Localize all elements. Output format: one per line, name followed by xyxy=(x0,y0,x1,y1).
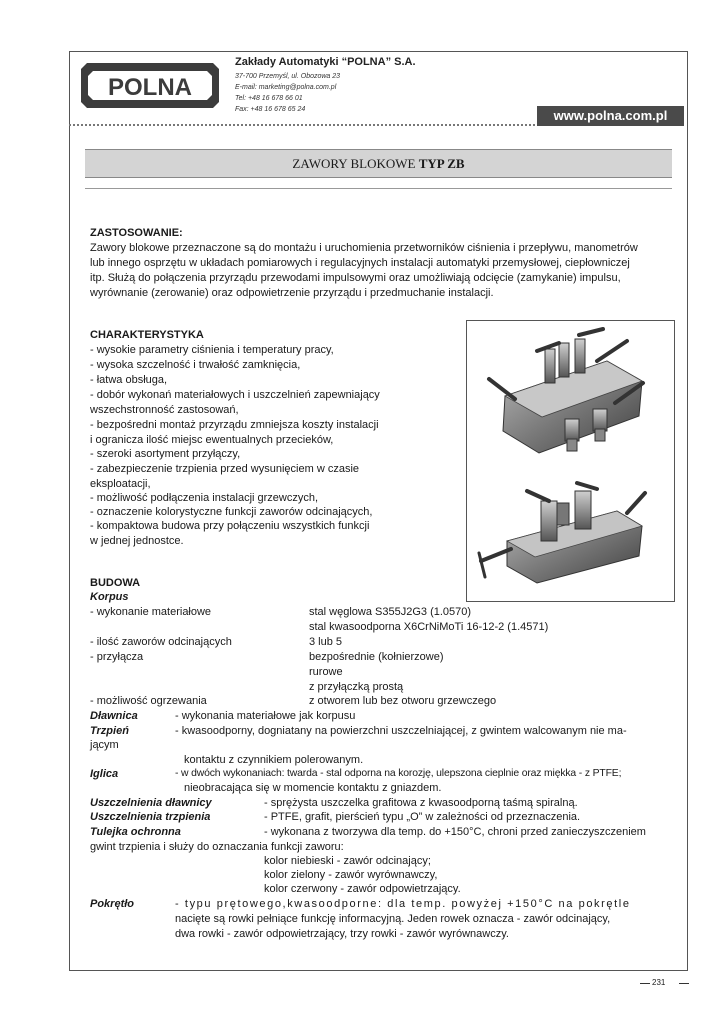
spec-value: stal kwasoodporna X6CrNiMoTi 16-12-2 (1.4571) xyxy=(309,621,549,633)
iglica-label: Iglica xyxy=(90,768,119,780)
logo-text: POLNA xyxy=(108,74,192,101)
company-fax: Fax: +48 16 678 65 24 xyxy=(235,106,306,113)
manifold-3-valve xyxy=(479,483,645,583)
pokretlo-text: - typu prętowego,kwasoodporne: dla temp. powyżej +150°C na pokrętle xyxy=(175,898,631,910)
zastosowanie-line: wyrównanie (zerowanie) oraz odpowietrzenie przyrządu i przedmuchanie instalacji. xyxy=(90,287,494,299)
polna-logo xyxy=(79,59,221,112)
page-number-rule xyxy=(640,983,650,984)
spec-label: - możliwość ogrzewania xyxy=(90,695,207,707)
spec-value: bezpośrednie (kołnierzowe) xyxy=(309,651,444,663)
color-code-line: kolor czerwony - zawór odpowietrzający. xyxy=(264,883,461,895)
trzpien-label: Trzpień xyxy=(90,725,129,737)
pokretlo-text: dwa rowki - zawór odpowietrzający, trzy rowki - zawór wyrównawczy. xyxy=(175,928,509,940)
page-number: 231 xyxy=(652,978,666,987)
feature-line: - szeroki asortyment przyłączy, xyxy=(90,448,241,460)
color-code-line: kolor zielony - zawór wyrównawczy, xyxy=(264,869,438,881)
product-photo xyxy=(466,320,675,602)
charakterystyka-heading: CHARAKTERYSTYKA xyxy=(90,329,204,341)
trzpien-text: - kwasoodporny, dogniatany na powierzchni uszczelniającej, z gwintem walcowanym nie ma- xyxy=(175,725,627,737)
feature-line: - wysokie parametry ciśnienia i temperatury pracy, xyxy=(90,344,334,356)
tulejka-text: gwint trzpienia i służy do oznaczania funkcji zaworu: xyxy=(90,841,344,853)
company-email: E-mail: marketing@polna.com.pl xyxy=(235,84,337,91)
feature-line: i ogranicza ilość miejsc ewentualnych przecieków, xyxy=(90,434,334,446)
spec-value: stal węglowa S355J2G3 (1.0570) xyxy=(309,606,472,618)
color-code-line: kolor niebieski - zawór odcinający; xyxy=(264,855,431,867)
feature-line: - zabezpieczenie trzpienia przed wysunięciem w czasie xyxy=(90,463,360,475)
feature-line: - kompaktowa budowa przy połączeniu wszystkich funkcji xyxy=(90,520,370,532)
title-divider xyxy=(85,188,672,189)
korpus-label: Korpus xyxy=(90,591,129,603)
spec-value: z otworem lub bez otworu grzewczego xyxy=(309,695,497,707)
feature-line: - dobór wykonań materiałowych i uszczelnień zapewniający xyxy=(90,389,380,401)
dlawnica-label: Dławnica xyxy=(90,710,138,722)
header-dotted-divider xyxy=(69,124,539,126)
page-number-rule xyxy=(679,983,689,984)
zastosowanie-line: Zawory blokowe przeznaczone są do montażu i uruchomienia przetworników ciśnienia i przepływu, manometrów xyxy=(90,242,638,254)
trzpien-text: kontaktu z czynnikiem polerowanym. xyxy=(184,754,364,766)
uszczelnienia-dlawnicy-label: Uszczelnienia dławnicy xyxy=(90,797,212,809)
feature-line: w jednej jednostce. xyxy=(90,535,184,547)
feature-line: eksploatacji, xyxy=(90,478,151,490)
dlawnica-text: - wykonania materiałowe jak korpusu xyxy=(175,710,356,722)
website-link[interactable]: www.polna.com.pl xyxy=(537,106,684,126)
zastosowanie-heading: ZASTOSOWANIE: xyxy=(90,227,183,239)
feature-line: - wysoka szczelność i trwałość zamknięcia, xyxy=(90,359,301,371)
spec-value: 3 lub 5 xyxy=(309,636,343,648)
feature-line: - możliwość podłączenia instalacji grzewczych, xyxy=(90,492,319,504)
zastosowanie-line: itp. Służą do połączenia przyrządu przewodami impulsowymi oraz umożliwiają odcięcie (zamykanie) impulsu, xyxy=(90,272,621,284)
feature-line: - oznaczenie kolorystyczne funkcji zaworów odcinających, xyxy=(90,506,373,518)
company-tel: Tel: +48 16 678 66 01 xyxy=(235,95,303,102)
budowa-heading: BUDOWA xyxy=(90,577,141,589)
spec-label: - ilość zaworów odcinających xyxy=(90,636,232,648)
page-title: ZAWORY BLOKOWE TYP ZB xyxy=(85,149,672,178)
company-address: 37-700 Przemyśl, ul. Obozowa 23 xyxy=(235,73,341,80)
spec-label: - wykonanie materiałowe xyxy=(90,606,212,618)
pokretlo-label: Pokrętło xyxy=(90,898,135,910)
uszczelnienia-trzpienia-label: Uszczelnienia trzpienia xyxy=(90,811,211,823)
valve-manifold-illustration xyxy=(467,321,674,601)
manifold-5-valve xyxy=(489,329,643,453)
spec-value: z przyłączką prostą xyxy=(309,681,404,693)
feature-line: - bezpośredni montaż przyrządu zmniejsza koszty instalacji xyxy=(90,419,379,431)
tulejka-text: - wykonana z tworzywa dla temp. do +150°C, chroni przed zanieczyszczeniem xyxy=(264,826,646,838)
uszczelnienia-dlawnicy-text: - sprężysta uszczelka grafitowa z kwasoodporną taśmą spiralną. xyxy=(264,797,578,809)
feature-line: wszechstronność zastosowań, xyxy=(90,404,239,416)
iglica-text: - w dwóch wykonaniach: twarda - stal odporna na korozję, ulepszona cieplnie oraz miękka - z PTFE; xyxy=(175,768,622,779)
spec-value: rurowe xyxy=(309,666,343,678)
company-name: Zakłady Automatyki “POLNA” S.A. xyxy=(235,56,416,68)
zastosowanie-line: lub innego osprzętu w układach pomiarowych i regulacyjnych instalacji automatyki przemysłowej, ciepłowniczej xyxy=(90,257,630,269)
feature-line: - łatwa obsługa, xyxy=(90,374,168,386)
tulejka-label: Tulejka ochronna xyxy=(90,826,181,838)
iglica-text: nieobracająca się w momencie kontaktu z gniazdem. xyxy=(184,782,442,794)
spec-label: - przyłącza xyxy=(90,651,144,663)
trzpien-text: jącym xyxy=(90,739,119,751)
pokretlo-text: nacięte są rowki pełniące funkcję informacyjną. Jeden rowek oznacza - zawór odcinający, xyxy=(175,913,611,925)
uszczelnienia-trzpienia-text: - PTFE, grafit, pierścień typu „O” w zależności od przeznaczenia. xyxy=(264,811,581,823)
